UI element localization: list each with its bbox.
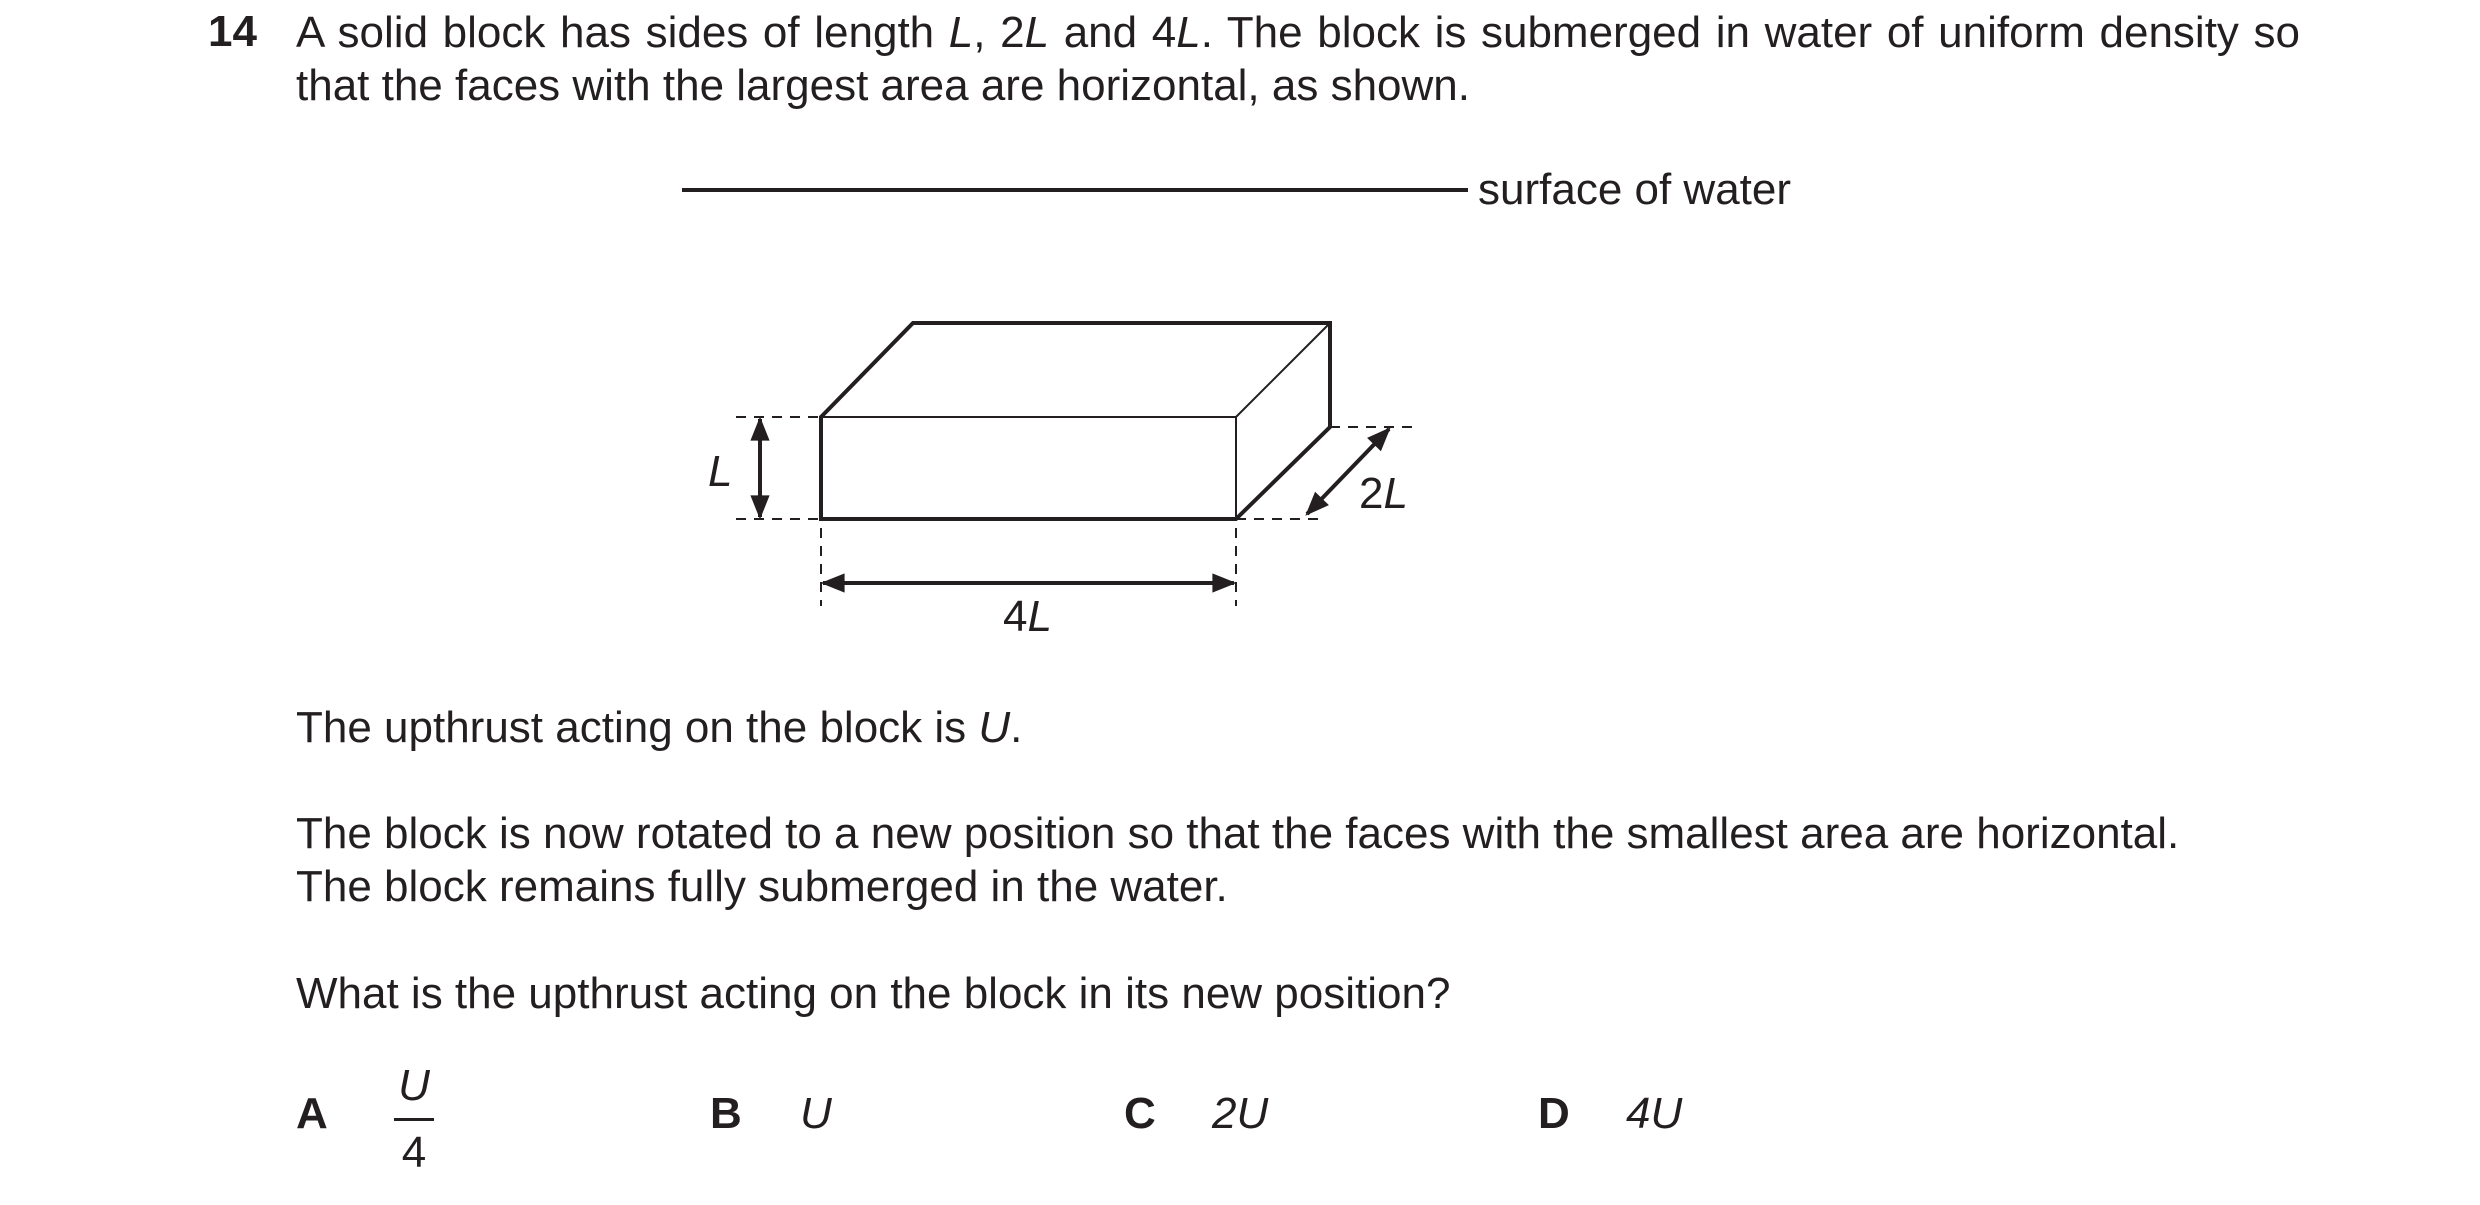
rotation-line-1: The block is now rotated to a new position so that the faces with the smallest area are horizontal.: [296, 809, 2180, 858]
option-d-value[interactable]: 4U: [1626, 1089, 1683, 1138]
surface-label: surface of water: [1478, 165, 1792, 214]
width-label: 4L: [1003, 592, 1052, 641]
option-b-letter[interactable]: B: [710, 1089, 742, 1138]
intro-var-1: L: [948, 8, 974, 57]
question-prompt: What is the upthrust acting on the block in its new position?: [296, 969, 1451, 1018]
upthrust-text: The upthrust acting on the block is: [296, 703, 979, 752]
intro-text-2: , 2: [973, 8, 1025, 57]
height-dimension: [736, 417, 821, 519]
option-a-numerator: U: [398, 1061, 430, 1110]
rotation-line-2: The block remains fully submerged in the water.: [296, 862, 1228, 911]
fraction-bar: [394, 1118, 434, 1121]
option-c-value[interactable]: 2U: [1212, 1089, 1269, 1138]
depth-label: 2L: [1359, 469, 1408, 518]
option-a-denominator: 4: [401, 1128, 427, 1177]
option-a-fraction[interactable]: [392, 1060, 436, 1179]
intro-var-3: L: [1176, 8, 1201, 57]
intro-text-1: A solid block has sides of length: [296, 8, 949, 57]
intro-text-4: . The block is submerged in water of uniform density so that the faces with the largest area are horizontal, as shown.: [296, 8, 2301, 110]
option-a-letter[interactable]: A: [296, 1089, 328, 1138]
height-label: L: [708, 447, 733, 496]
block: [821, 323, 1330, 519]
intro-var-2: L: [1024, 8, 1050, 57]
option-b-value[interactable]: U: [800, 1089, 832, 1138]
upthrust-statement: [296, 701, 2296, 754]
option-d-letter[interactable]: D: [1538, 1089, 1570, 1138]
upthrust-var: U: [978, 703, 1011, 752]
intro-text-3: and 4: [1049, 8, 1177, 57]
upthrust-period: .: [1010, 703, 1023, 752]
option-c-letter[interactable]: C: [1124, 1089, 1156, 1138]
question-number: 14: [208, 7, 257, 56]
